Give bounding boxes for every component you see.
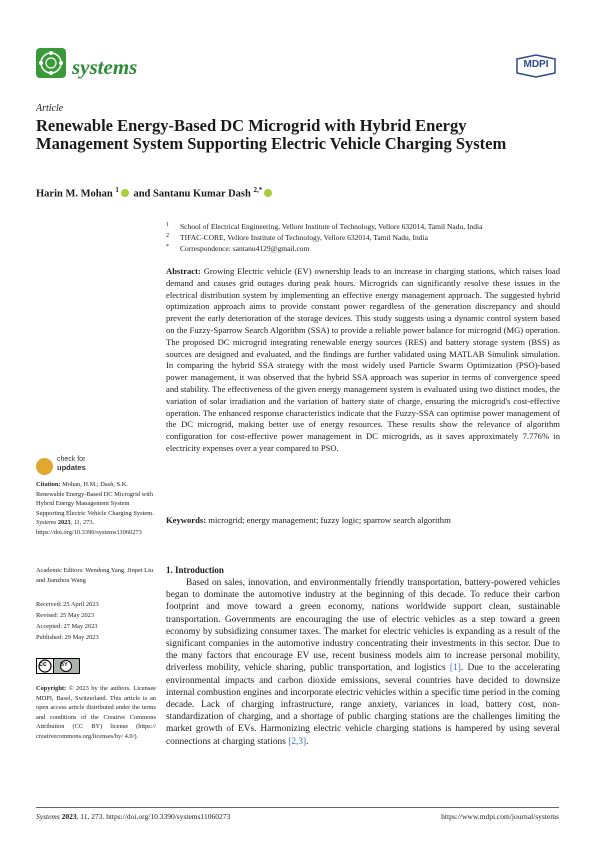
affiliation-text: Correspondence: santanu4129@gmail.com <box>180 244 310 253</box>
updates-label: updates <box>57 463 86 472</box>
received-date: Received: 25 April 2023 <box>36 601 99 608</box>
citation-year: 2023 <box>56 519 71 527</box>
footer-year: 2023 <box>59 812 77 821</box>
affiliation-number: 2 <box>166 233 169 239</box>
citation-doi[interactable]: , 273. https://doi.org/10.3390/systems11060273 <box>36 519 142 536</box>
footer-journal-url[interactable]: https://www.mdpi.com/journal/systems <box>441 812 559 821</box>
academic-editors: Academic Editors: Wendong Yang, Jinpei Liu and Jianzhou Wang <box>36 567 154 584</box>
footer-journal: Systems <box>36 812 60 821</box>
author-list <box>36 186 274 200</box>
footer-citation <box>36 812 230 821</box>
footer-volume: , 11 <box>76 812 88 821</box>
citation-link[interactable]: [1] <box>449 663 461 674</box>
introduction-paragraph <box>166 577 560 748</box>
citation-block <box>36 480 156 538</box>
check-updates-icon <box>36 458 53 475</box>
citation-journal: Systems <box>36 519 57 527</box>
author-name: and Santanu Kumar Dash <box>130 188 254 200</box>
keywords-text: microgrid; energy management; fuzzy logic; sparrow search algorithm <box>206 515 451 525</box>
paragraph-text: Based on sales, innovation, and environmentally friendly transportation, battery-powered vehicles began to dominate the automotive industry at the beginning of this decade. To reduce their carbon footprint and move toward a green economy, nations worldwide support clean, sustainable transportation. Governments are encouraging the use of electric vehicles as a step toward a green economy by subsidizing consumer taxes. The market for electric vehicles is expanding as a result of the significant companies in the automotive industry concentrating their investments in this sector. Due to the many factors that encourage EV use, recent business models aim to increase personal mobility, driverless mobility, vehicle sharing, public transportation, and logistics <box>166 578 560 674</box>
journal-name: systems <box>72 55 138 79</box>
published-date: Published: 29 May 2023 <box>36 634 99 641</box>
article-type: Article <box>36 103 64 114</box>
paper-title: Renewable Energy-Based DC Microgrid with Hybrid Energy Management System Supporting Electric Vehicle Charging System <box>36 116 507 153</box>
abstract <box>166 266 560 455</box>
footer-doi[interactable]: , 273. https://doi.org/10.3390/systems11060273 <box>87 812 231 821</box>
keywords-label: Keywords: <box>166 515 207 525</box>
affiliation-text: School of Electrical Engineering, Vellore Institute of Technology, Vellore 632014, Tamil Nadu, India <box>180 222 483 231</box>
copyright-notice <box>36 684 156 742</box>
check-label: check for <box>57 456 86 463</box>
mdpi-logo-icon <box>514 54 558 78</box>
abstract-text: Growing Electric vehicle (EV) ownership leads to an increase in charging stations, which raises load demand and causes grid outages during peak hours. Microgrids can significantly resolve these issues in the electrical distribution system by implementing an effective energy management approach. The suggested hybrid optimization approach aims to provide constant power regardless of the generation discrepancy and should prevent the early deterioration of the storage devices. This study suggests using a dynamic control system based on the Fuzzy-Sparrow Search Algorithm (SSA) to provide a reliable power balance for microgrid (MG) operation. The proposed DC microgrid integrating renewable energy sources (RES) and battery storage system (BSS) as sources are designed and evaluated, and the findings are further validated using MATLAB Simulink simulation. In comparing the hybrid SSA strategy with the most widely used Particle Swarm Optimization (PSO)-based power management, it was observed that the hybrid SSA approach was superior in terms of convergence speed and stability. The effectiveness of the given energy management system is evaluated using two distinct modes, the variation of solar irradiation and the variation of battery state of charge, ensuring the microgrid's cost-effective operation. The enhanced response characteristics indicate that the Fuzzy-SSA can optimise power management of the DC microgrid, making better use of energy resources. These results show the relevance of algorithm configuration for cost-effective power management in DC microgrids, as it saves approximately 7.776% in electricity expenses over a year compared to PSO. <box>166 266 560 453</box>
affiliation-number: * <box>166 244 169 250</box>
by-label: BY <box>60 662 68 668</box>
check-for-updates-button[interactable] <box>36 456 136 478</box>
citation-link[interactable]: [2,3] <box>288 736 307 747</box>
cc-by-license-icon[interactable] <box>36 658 80 674</box>
citation-text: Mohan, H.M.; Dash, S.K. Renewable Energy-Based DC Microgrid with Hybrid Energy Management System Supporting Electric Vehicle Charging System. <box>36 481 154 517</box>
author-name: Harin M. Mohan <box>36 188 116 200</box>
copyright-label: Copyright: <box>36 685 67 692</box>
paragraph-text: . <box>306 736 309 747</box>
cc-label: cc <box>39 661 47 668</box>
author-affiliation-mark: 2,* <box>253 186 263 194</box>
affiliation-number: 1 <box>166 222 169 228</box>
citation-volume: , 11 <box>70 519 80 527</box>
keywords <box>166 515 560 525</box>
abstract-label: Abstract: <box>166 266 201 276</box>
paragraph-text: . Due to the accelerating environmental impacts and carbon dioxide emissions, several countries have decided to downsize internal combustion engines and incorporate electric vehicles within a specific time period in the coming decade. Lack of charging infrastructure, range anxiety, variances in load, battery cost, non-standardization of charging, and a shortage of public charging stations are the challenges limiting the market growth of EVs. Harmonizing electric vehicle charging stations is hampered by using several connections at charging stations <box>166 663 560 747</box>
accepted-date: Accepted: 27 May 2023 <box>36 623 98 630</box>
footer-divider <box>36 807 559 808</box>
journal-logo-icon <box>36 48 66 78</box>
affiliation-text: TIFAC-CORE, Vellore Institute of Technology, Vellore 632014, Tamil Nadu, India <box>180 233 428 242</box>
orcid-icon[interactable] <box>264 189 272 197</box>
mdpi-logo-text: MDPI <box>523 59 549 70</box>
author-affiliation-mark: 1 <box>115 186 119 194</box>
revised-date: Revised: 25 May 2023 <box>36 612 95 619</box>
orcid-icon[interactable] <box>121 189 129 197</box>
copyright-text: © 2023 by the authors. Licensee MDPI, Basel, Switzerland. This article is an open access article distributed under the terms and conditions of the Creative Commons Attribution (CC BY) license (https:// creativecommons.org/licenses/by/ 4.0/). <box>36 685 156 740</box>
citation-label: Citation: <box>36 481 61 488</box>
section-heading: 1. Introduction <box>166 565 224 575</box>
